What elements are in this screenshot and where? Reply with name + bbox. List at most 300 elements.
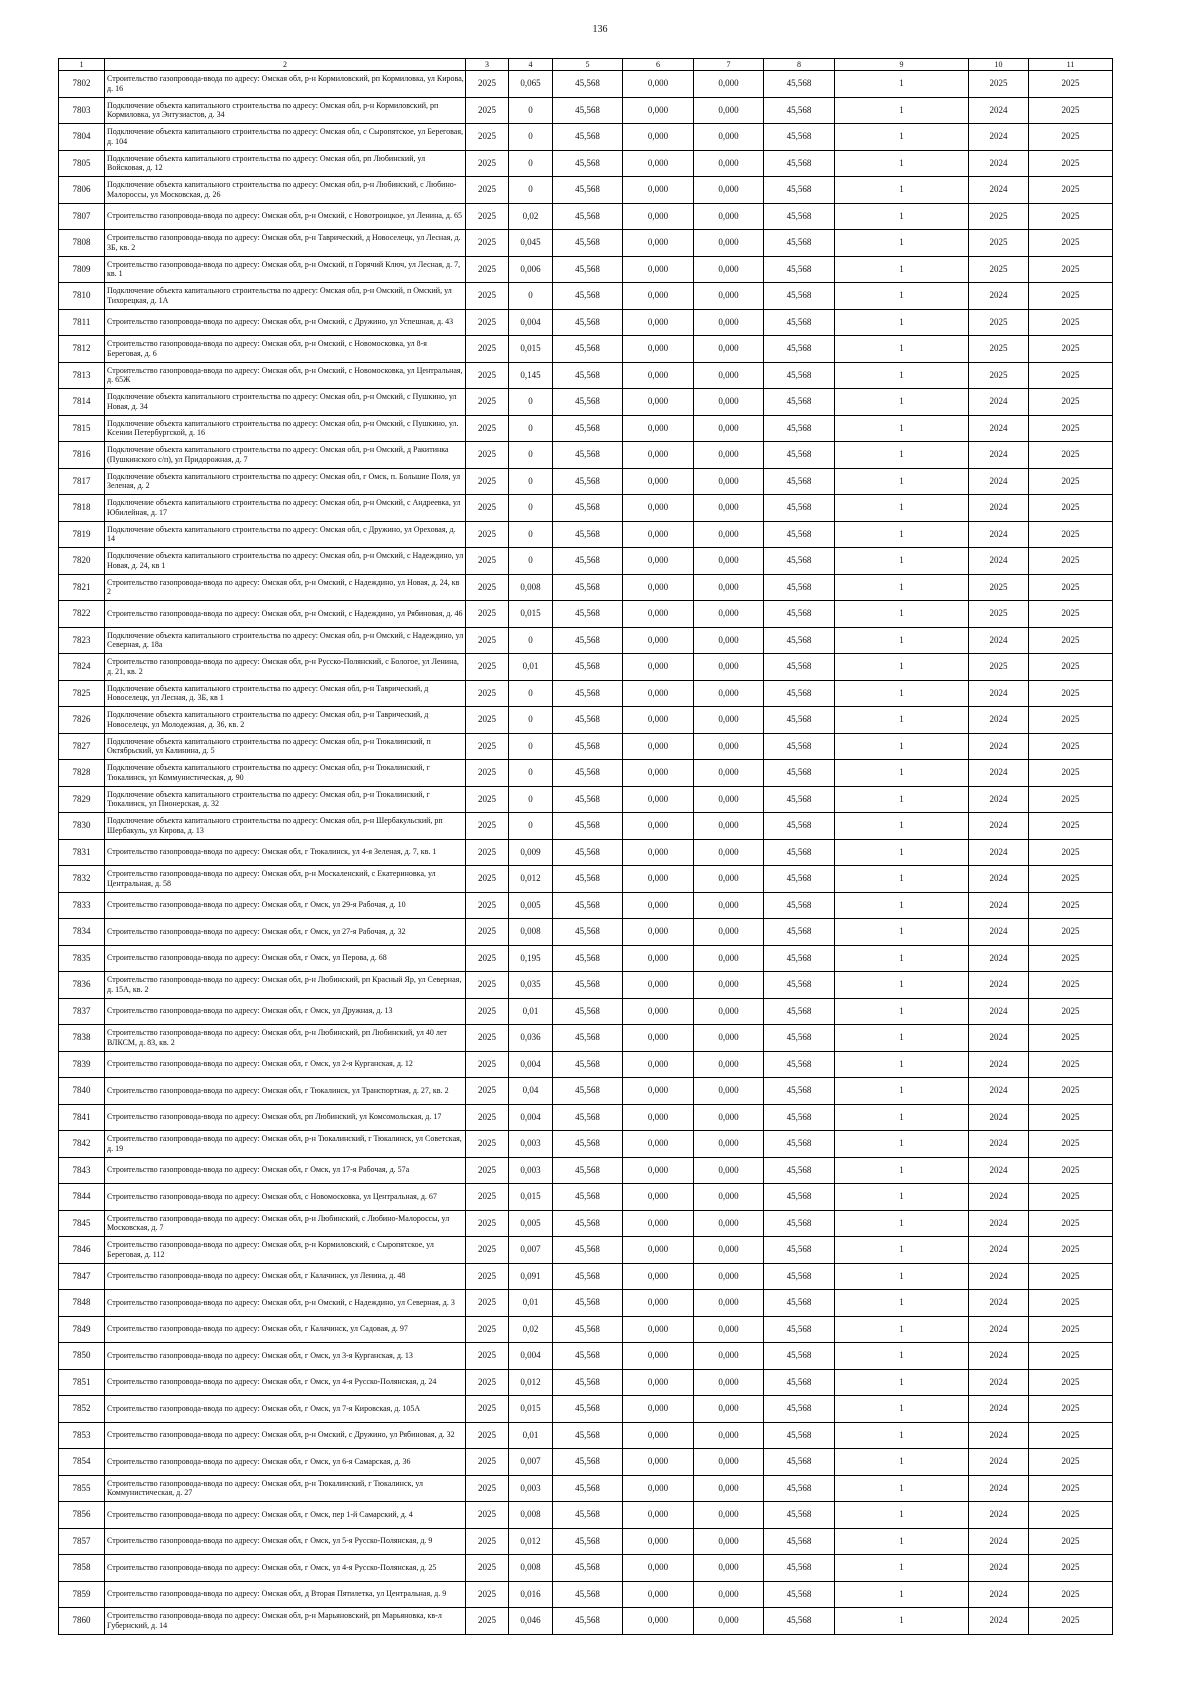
- table-cell: 2025: [466, 1210, 509, 1237]
- table-cell: 0,000: [623, 1078, 694, 1105]
- table-cell: 1: [835, 548, 969, 575]
- table-row: [59, 495, 1113, 522]
- table-cell: 45,568: [764, 1051, 835, 1078]
- table-cell: 2024: [969, 972, 1029, 999]
- table-cell: 7819: [59, 521, 105, 548]
- table-cell: 2025: [466, 733, 509, 760]
- table-row: [59, 1422, 1113, 1449]
- table-cell: 0,000: [694, 733, 764, 760]
- table-cell: 0,000: [623, 1475, 694, 1502]
- table-row: [59, 203, 1113, 230]
- table-cell: 2025: [466, 707, 509, 734]
- table-cell: 0,000: [694, 654, 764, 681]
- table-cell: 2025: [1029, 97, 1113, 124]
- table-cell: 2025: [466, 972, 509, 999]
- description-cell: Строительство газопровода-ввода по адресу: Омская обл, д Вторая Пятилетка, ул Центральная, д. 9: [105, 1581, 466, 1608]
- table-cell: 45,568: [553, 1237, 623, 1264]
- table-cell: 0,02: [509, 203, 553, 230]
- table-cell: 45,568: [764, 733, 835, 760]
- table-cell: 45,568: [553, 760, 623, 787]
- table-cell: 45,568: [764, 786, 835, 813]
- table-cell: 1: [835, 177, 969, 204]
- table-cell: 0,000: [623, 256, 694, 283]
- table-cell: 2025: [466, 1078, 509, 1105]
- table-header-row: [59, 59, 1113, 71]
- description-cell: Строительство газопровода-ввода по адресу: Омская обл, р-н Кормиловский, рп Кормиловка, ул Кирова, д. 16: [105, 71, 466, 98]
- table-cell: 7828: [59, 760, 105, 787]
- table-cell: 0,000: [623, 124, 694, 151]
- table-cell: 45,568: [553, 945, 623, 972]
- table-cell: 0,000: [623, 1263, 694, 1290]
- table-cell: 0,000: [623, 71, 694, 98]
- table-cell: 7812: [59, 336, 105, 363]
- table-cell: 1: [835, 1555, 969, 1582]
- table-row: [59, 945, 1113, 972]
- table-cell: 0,000: [694, 256, 764, 283]
- table-cell: 7827: [59, 733, 105, 760]
- table-cell: 45,568: [764, 680, 835, 707]
- table-cell: 7802: [59, 71, 105, 98]
- table-row: [59, 1449, 1113, 1476]
- table-cell: 45,568: [553, 177, 623, 204]
- table-cell: 0,000: [694, 362, 764, 389]
- description-cell: Подключение объекта капитального строительства по адресу: Омская обл, с Сыропятское, ул Береговая, д. 104: [105, 124, 466, 151]
- table-cell: 45,568: [553, 998, 623, 1025]
- column-header: 5: [553, 59, 623, 71]
- table-cell: 0,000: [694, 548, 764, 575]
- table-cell: 0: [509, 415, 553, 442]
- table-cell: 2025: [466, 1051, 509, 1078]
- description-cell: Строительство газопровода-ввода по адресу: Омская обл, г Калачинск, ул Ленина, д. 48: [105, 1263, 466, 1290]
- table-cell: 7806: [59, 177, 105, 204]
- table-cell: 0,004: [509, 309, 553, 336]
- table-cell: 0,000: [694, 1025, 764, 1052]
- table-cell: 0: [509, 627, 553, 654]
- table-cell: 0,000: [694, 1237, 764, 1264]
- table-cell: 0,015: [509, 1396, 553, 1423]
- table-cell: 2024: [969, 1157, 1029, 1184]
- table-cell: 2025: [1029, 1422, 1113, 1449]
- table-cell: 0,000: [623, 336, 694, 363]
- table-cell: 0,046: [509, 1608, 553, 1635]
- table-cell: 0,000: [623, 1343, 694, 1370]
- table-cell: 0,000: [623, 574, 694, 601]
- table-cell: 2024: [969, 1449, 1029, 1476]
- table-cell: 1: [835, 998, 969, 1025]
- table-cell: 45,568: [553, 1025, 623, 1052]
- table-cell: 1: [835, 362, 969, 389]
- table-cell: 45,568: [764, 1078, 835, 1105]
- table-row: [59, 548, 1113, 575]
- table-cell: 45,568: [764, 574, 835, 601]
- description-cell: Строительство газопровода-ввода по адресу: Омская обл, г Калачинск, ул Садовая, д. 97: [105, 1316, 466, 1343]
- table-cell: 2024: [969, 1104, 1029, 1131]
- table-cell: 0,000: [623, 468, 694, 495]
- table-cell: 2025: [466, 1528, 509, 1555]
- table-cell: 0,012: [509, 1369, 553, 1396]
- table-cell: 2025: [466, 1581, 509, 1608]
- table-cell: 1: [835, 1131, 969, 1158]
- table-cell: 0: [509, 813, 553, 840]
- description-cell: Строительство газопровода-ввода по адресу: Омская обл, р-н Омский, с Новомосковка, ул Центральная, д. 65Ж: [105, 362, 466, 389]
- table-cell: 2025: [466, 919, 509, 946]
- description-cell: Подключение объекта капитального строительства по адресу: Омская обл, р-н Любинский, с Любино-Малороссы, ул Московская, д. 26: [105, 177, 466, 204]
- column-header: 7: [694, 59, 764, 71]
- table-cell: 0,000: [694, 97, 764, 124]
- table-cell: 0,145: [509, 362, 553, 389]
- table-cell: 2025: [1029, 786, 1113, 813]
- description-cell: Строительство газопровода-ввода по адресу: Омская обл, г Омск, ул 29-я Рабочая, д. 10: [105, 892, 466, 919]
- table-cell: 2024: [969, 892, 1029, 919]
- description-cell: Подключение объекта капитального строительства по адресу: Омская обл, с Дружино, ул Ореховая, д. 14: [105, 521, 466, 548]
- table-cell: 2025: [1029, 1290, 1113, 1317]
- table-cell: 7820: [59, 548, 105, 575]
- table-cell: 2025: [466, 1184, 509, 1211]
- column-header: 4: [509, 59, 553, 71]
- column-header: 8: [764, 59, 835, 71]
- description-cell: Строительство газопровода-ввода по адресу: Омская обл, с Новомосковка, ул Центральная, д. 67: [105, 1184, 466, 1211]
- table-cell: 45,568: [553, 1131, 623, 1158]
- table-cell: 0,000: [623, 1051, 694, 1078]
- table-cell: 0,065: [509, 71, 553, 98]
- table-cell: 2025: [1029, 389, 1113, 416]
- table-cell: 2024: [969, 866, 1029, 893]
- table-cell: 45,568: [553, 1051, 623, 1078]
- table-cell: 2025: [1029, 972, 1113, 999]
- description-cell: Подключение объекта капитального строительства по адресу: Омская обл, р-н Омский, с Пушкино, ул Новая, д. 34: [105, 389, 466, 416]
- table-cell: 0,000: [694, 919, 764, 946]
- table-cell: 0,000: [694, 495, 764, 522]
- table-cell: 0,000: [623, 150, 694, 177]
- table-cell: 2025: [466, 256, 509, 283]
- table-cell: 0,01: [509, 998, 553, 1025]
- table-cell: 2024: [969, 627, 1029, 654]
- table-cell: 7837: [59, 998, 105, 1025]
- table-cell: 45,568: [764, 362, 835, 389]
- table-row: [59, 336, 1113, 363]
- table-cell: 1: [835, 415, 969, 442]
- table-cell: 0,000: [623, 1502, 694, 1529]
- table-cell: 1: [835, 1210, 969, 1237]
- table-cell: 45,568: [764, 813, 835, 840]
- table-row: [59, 71, 1113, 98]
- table-cell: 1: [835, 1608, 969, 1635]
- table-cell: 2025: [1029, 71, 1113, 98]
- table-cell: 45,568: [764, 495, 835, 522]
- table-cell: 2025: [1029, 521, 1113, 548]
- table-cell: 2025: [1029, 1316, 1113, 1343]
- table-cell: 0,000: [694, 389, 764, 416]
- table-row: [59, 627, 1113, 654]
- table-cell: 7852: [59, 1396, 105, 1423]
- table-cell: 0,000: [623, 786, 694, 813]
- table-cell: 2025: [466, 230, 509, 257]
- table-cell: 2025: [466, 627, 509, 654]
- description-cell: Подключение объекта капитального строительства по адресу: Омская обл, р-н Омский, с Андреевка, ул Юбилейная, д. 17: [105, 495, 466, 522]
- table-cell: 2025: [969, 309, 1029, 336]
- description-cell: Строительство газопровода-ввода по адресу: Омская обл, г Тюкалинск, ул 4-я Зеленая, д. 7, кв. 1: [105, 839, 466, 866]
- table-cell: 2024: [969, 945, 1029, 972]
- table-cell: 0,000: [623, 415, 694, 442]
- table-cell: 7841: [59, 1104, 105, 1131]
- table-cell: 2025: [1029, 124, 1113, 151]
- table-cell: 0,005: [509, 892, 553, 919]
- table-cell: 2024: [969, 1078, 1029, 1105]
- description-cell: Строительство газопровода-ввода по адресу: Омская обл, р-н Любинский, рп Красный Яр, ул Северная, д. 15А, кв. 2: [105, 972, 466, 999]
- table-cell: 1: [835, 230, 969, 257]
- description-cell: Подключение объекта капитального строительства по адресу: Омская обл, г Омск, п. Большие Поля, ул Зеленая, д. 2: [105, 468, 466, 495]
- table-cell: 45,568: [764, 1396, 835, 1423]
- table-cell: 1: [835, 1078, 969, 1105]
- description-cell: Строительство газопровода-ввода по адресу: Омская обл, р-н Омский, с Новомосковка, ул 8-я Береговая, д. 6: [105, 336, 466, 363]
- table-row: [59, 389, 1113, 416]
- table-row: [59, 1157, 1113, 1184]
- table-cell: 7816: [59, 442, 105, 469]
- table-cell: 45,568: [553, 124, 623, 151]
- table-row: [59, 283, 1113, 310]
- table-cell: 2024: [969, 1343, 1029, 1370]
- table-cell: 0,000: [623, 707, 694, 734]
- column-header: 9: [835, 59, 969, 71]
- table-cell: 45,568: [553, 203, 623, 230]
- table-cell: 0,000: [694, 1422, 764, 1449]
- table-cell: 7849: [59, 1316, 105, 1343]
- table-cell: 0: [509, 760, 553, 787]
- table-cell: 2024: [969, 442, 1029, 469]
- table-cell: 0,000: [694, 680, 764, 707]
- table-cell: 7844: [59, 1184, 105, 1211]
- table-cell: 2025: [1029, 813, 1113, 840]
- table-cell: 2025: [1029, 601, 1113, 628]
- table-row: [59, 1237, 1113, 1264]
- table-cell: 45,568: [553, 521, 623, 548]
- description-cell: Строительство газопровода-ввода по адресу: Омская обл, г Тюкалинск, ул Транспортная, д. 27, кв. 2: [105, 1078, 466, 1105]
- table-cell: 45,568: [764, 336, 835, 363]
- table-cell: 2025: [1029, 1528, 1113, 1555]
- table-row: [59, 1581, 1113, 1608]
- table-cell: 0,000: [694, 415, 764, 442]
- table-cell: 2025: [466, 680, 509, 707]
- description-cell: Подключение объекта капитального строительства по адресу: Омская обл, р-н Тюкалинский, п Октябрьский, ул Калинина, д. 5: [105, 733, 466, 760]
- table-cell: 45,568: [764, 654, 835, 681]
- table-cell: 0,000: [623, 654, 694, 681]
- table-row: [59, 1104, 1113, 1131]
- table-cell: 45,568: [764, 1184, 835, 1211]
- table-cell: 0,000: [694, 468, 764, 495]
- table-cell: 0,000: [694, 601, 764, 628]
- table-cell: 45,568: [553, 1290, 623, 1317]
- table-cell: 45,568: [764, 1316, 835, 1343]
- description-cell: Строительство газопровода-ввода по адресу: Омская обл, г Омск, ул 3-я Курганская, д. 13: [105, 1343, 466, 1370]
- description-cell: Подключение объекта капитального строительства по адресу: Омская обл, р-н Омский, п Омский, ул Тихорецкая, д. 1А: [105, 283, 466, 310]
- table-cell: 7807: [59, 203, 105, 230]
- table-cell: 0,000: [694, 1290, 764, 1317]
- table-cell: 2025: [466, 1449, 509, 1476]
- table-cell: 0: [509, 521, 553, 548]
- table-cell: 2024: [969, 124, 1029, 151]
- table-cell: 45,568: [553, 1157, 623, 1184]
- table-cell: 45,568: [764, 1237, 835, 1264]
- description-cell: Подключение объекта капитального строительства по адресу: Омская обл, р-н Омский, с Надеждино, ул Северная, д. 18а: [105, 627, 466, 654]
- table-cell: 7808: [59, 230, 105, 257]
- table-cell: 2024: [969, 97, 1029, 124]
- table-cell: 7840: [59, 1078, 105, 1105]
- table-cell: 45,568: [553, 389, 623, 416]
- table-cell: 2024: [969, 283, 1029, 310]
- table-cell: 0,000: [623, 813, 694, 840]
- table-cell: 7839: [59, 1051, 105, 1078]
- table-cell: 2025: [1029, 1237, 1113, 1264]
- table-cell: 7822: [59, 601, 105, 628]
- table-cell: 2025: [466, 283, 509, 310]
- table-cell: 2025: [466, 839, 509, 866]
- table-cell: 0,000: [694, 1475, 764, 1502]
- table-cell: 1: [835, 1237, 969, 1264]
- table-cell: 45,568: [764, 1104, 835, 1131]
- table-cell: 2024: [969, 1581, 1029, 1608]
- table-row: [59, 468, 1113, 495]
- table-cell: 45,568: [764, 1449, 835, 1476]
- table-cell: 7857: [59, 1528, 105, 1555]
- table-cell: 2024: [969, 680, 1029, 707]
- table-row: [59, 1078, 1113, 1105]
- table-cell: 2025: [466, 1369, 509, 1396]
- table-cell: 45,568: [553, 1608, 623, 1635]
- table-cell: 1: [835, 1581, 969, 1608]
- table-cell: 45,568: [553, 283, 623, 310]
- table-cell: 2025: [466, 150, 509, 177]
- table-cell: 0,000: [623, 97, 694, 124]
- table-cell: 45,568: [764, 601, 835, 628]
- table-cell: 2025: [466, 574, 509, 601]
- table-cell: 1: [835, 71, 969, 98]
- table-cell: 0,003: [509, 1157, 553, 1184]
- table-cell: 2024: [969, 760, 1029, 787]
- table-cell: 45,568: [764, 124, 835, 151]
- table-cell: 0,000: [694, 839, 764, 866]
- table-cell: 2025: [466, 998, 509, 1025]
- table-cell: 0,012: [509, 1528, 553, 1555]
- table-cell: 7838: [59, 1025, 105, 1052]
- table-cell: 2025: [1029, 230, 1113, 257]
- table-cell: 7818: [59, 495, 105, 522]
- table-cell: 2024: [969, 415, 1029, 442]
- description-cell: Строительство газопровода-ввода по адресу: Омская обл, г Омск, ул 17-я Рабочая, д. 57а: [105, 1157, 466, 1184]
- table-cell: 1: [835, 1104, 969, 1131]
- table-cell: 7815: [59, 415, 105, 442]
- description-cell: Строительство газопровода-ввода по адресу: Омская обл, р-н Омский, с Надеждино, ул Новая, д. 24, кв 2: [105, 574, 466, 601]
- table-cell: 45,568: [553, 1210, 623, 1237]
- table-cell: 1: [835, 309, 969, 336]
- table-cell: 0,000: [623, 1528, 694, 1555]
- table-cell: 0,000: [623, 839, 694, 866]
- table-cell: 0,008: [509, 574, 553, 601]
- table-cell: 2024: [969, 919, 1029, 946]
- table-cell: 45,568: [553, 1475, 623, 1502]
- column-header: 10: [969, 59, 1029, 71]
- table-cell: 0,004: [509, 1343, 553, 1370]
- table-cell: 45,568: [764, 892, 835, 919]
- table-cell: 2025: [466, 760, 509, 787]
- table-cell: 0: [509, 150, 553, 177]
- table-cell: 0,000: [623, 1555, 694, 1582]
- table-cell: 0,000: [623, 945, 694, 972]
- table-cell: 2024: [969, 1316, 1029, 1343]
- table-cell: 45,568: [764, 1157, 835, 1184]
- table-cell: 0,000: [694, 1369, 764, 1396]
- table-row: [59, 1343, 1113, 1370]
- table-cell: 0,004: [509, 1051, 553, 1078]
- table-cell: 0,000: [694, 1555, 764, 1582]
- table-cell: 0,035: [509, 972, 553, 999]
- table-cell: 2025: [1029, 574, 1113, 601]
- table-cell: 45,568: [764, 203, 835, 230]
- table-cell: 0,000: [694, 1316, 764, 1343]
- table-cell: 1: [835, 442, 969, 469]
- table-cell: 0,012: [509, 866, 553, 893]
- table-cell: 0,000: [694, 574, 764, 601]
- table-cell: 45,568: [553, 1316, 623, 1343]
- description-cell: Строительство газопровода-ввода по адресу: Омская обл, р-н Омский, с Надеждино, ул Рябиновая, д. 46: [105, 601, 466, 628]
- table-cell: 2025: [466, 786, 509, 813]
- table-cell: 45,568: [764, 998, 835, 1025]
- table-cell: 0,000: [623, 1422, 694, 1449]
- table-cell: 1: [835, 1051, 969, 1078]
- table-cell: 45,568: [553, 813, 623, 840]
- table-cell: 7853: [59, 1422, 105, 1449]
- table-cell: 45,568: [553, 1396, 623, 1423]
- table-cell: 7848: [59, 1290, 105, 1317]
- table-cell: 2025: [1029, 309, 1113, 336]
- table-cell: 0,000: [623, 892, 694, 919]
- table-cell: 0,000: [694, 177, 764, 204]
- description-cell: Строительство газопровода-ввода по адресу: Омская обл, г Омск, ул 4-я Русско-Полянская, д. 24: [105, 1369, 466, 1396]
- table-cell: 1: [835, 1290, 969, 1317]
- column-header: 11: [1029, 59, 1113, 71]
- table-cell: 2025: [1029, 548, 1113, 575]
- table-cell: 2025: [969, 230, 1029, 257]
- table-cell: 45,568: [764, 389, 835, 416]
- table-row: [59, 1316, 1113, 1343]
- table-cell: 0,000: [623, 1290, 694, 1317]
- description-cell: Строительство газопровода-ввода по адресу: Омская обл, г Омск, ул 6-я Самарская, д. 36: [105, 1449, 466, 1476]
- table-cell: 7843: [59, 1157, 105, 1184]
- table-cell: 2024: [969, 707, 1029, 734]
- table-cell: 2025: [1029, 336, 1113, 363]
- table-cell: 2025: [466, 813, 509, 840]
- table-cell: 45,568: [553, 574, 623, 601]
- description-cell: Подключение объекта капитального строительства по адресу: Омская обл, р-н Тюкалинский, г Тюкалинск, ул Коммунистическая, д. 90: [105, 760, 466, 787]
- table-cell: 0: [509, 680, 553, 707]
- table-cell: 2025: [466, 336, 509, 363]
- table-cell: 0,000: [694, 336, 764, 363]
- column-header: 2: [105, 59, 466, 71]
- table-cell: 0,015: [509, 1184, 553, 1211]
- description-cell: Строительство газопровода-ввода по адресу: Омская обл, р-н Омский, с Новотроицкое, ул Ленина, д. 65: [105, 203, 466, 230]
- table-row: [59, 972, 1113, 999]
- table-cell: 7854: [59, 1449, 105, 1476]
- table-cell: 45,568: [553, 97, 623, 124]
- table-cell: 1: [835, 786, 969, 813]
- table-cell: 2025: [1029, 283, 1113, 310]
- table-cell: 0,000: [694, 707, 764, 734]
- table-cell: 0,003: [509, 1475, 553, 1502]
- table-row: [59, 362, 1113, 389]
- table-cell: 7850: [59, 1343, 105, 1370]
- table-cell: 0,000: [623, 1608, 694, 1635]
- table-cell: 45,568: [764, 866, 835, 893]
- table-cell: 45,568: [553, 1581, 623, 1608]
